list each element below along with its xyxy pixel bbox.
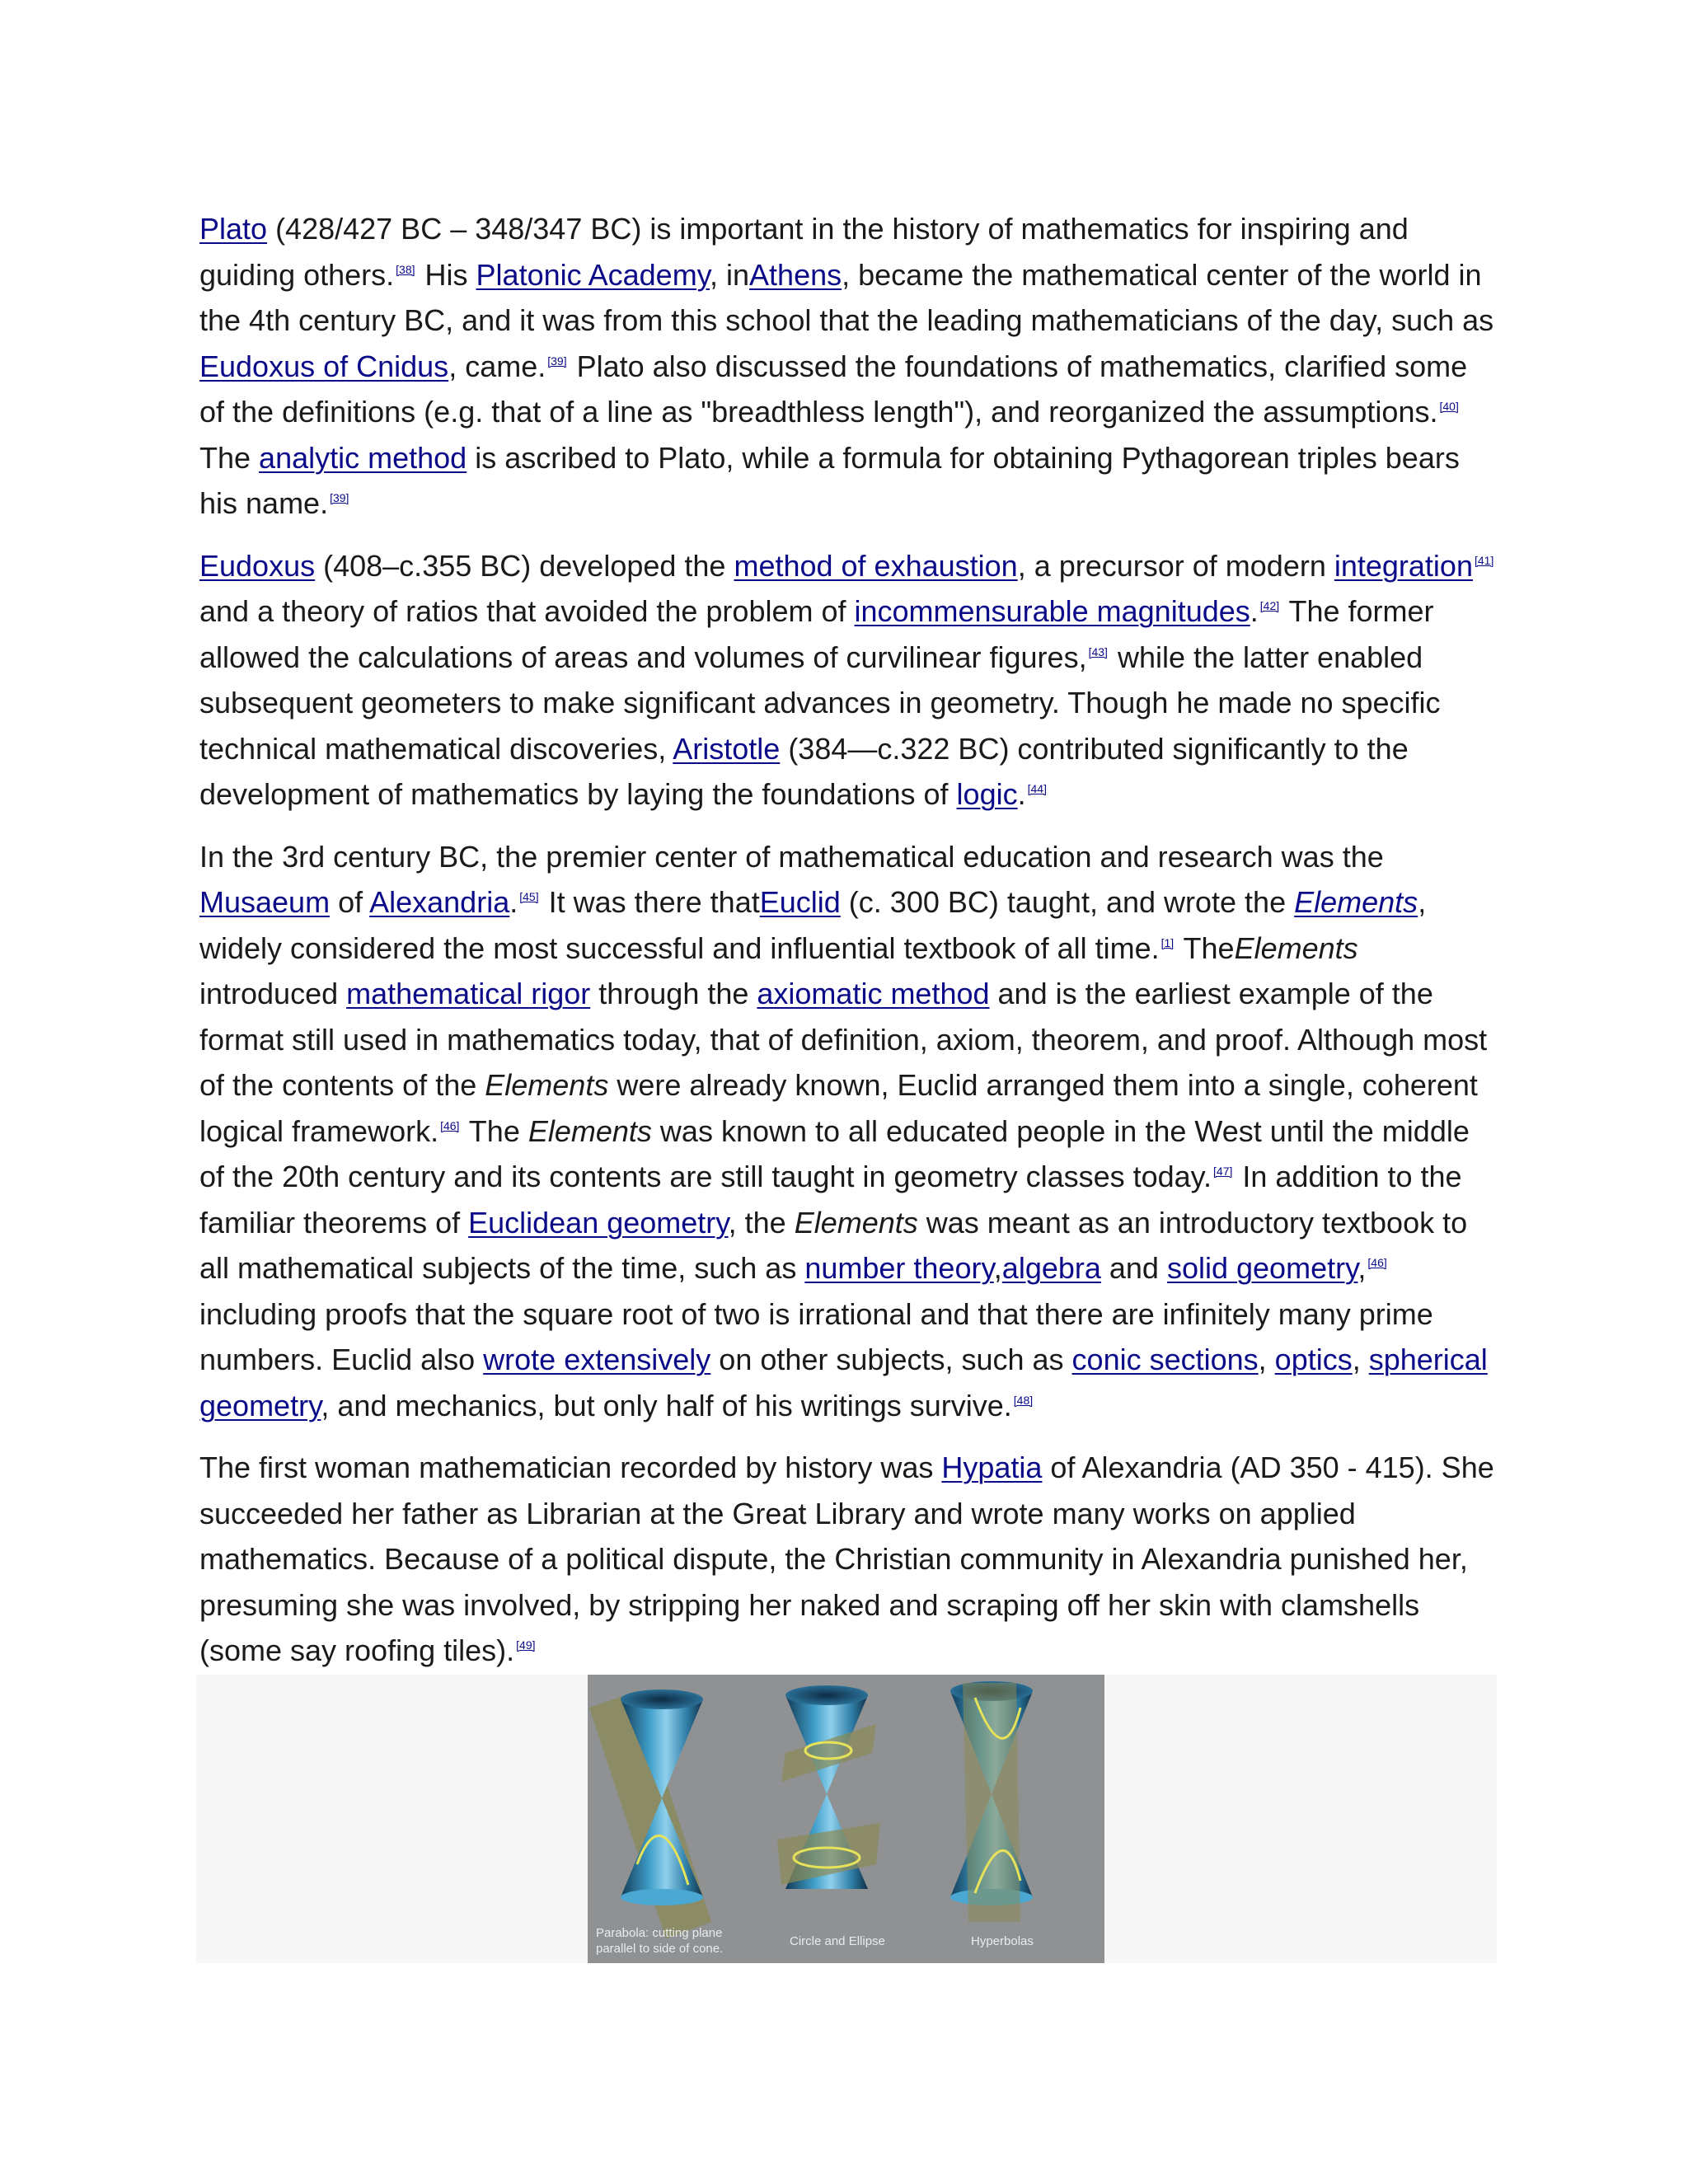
text: and a theory of ratios that avoided the problem of: [199, 594, 855, 628]
link-integration[interactable]: integration: [1334, 548, 1473, 583]
link-axiomatic-method[interactable]: axiomatic method: [757, 977, 990, 1010]
text: on other subjects, such as: [710, 1343, 1072, 1376]
italic-elements: Elements: [794, 1205, 918, 1240]
link-analytic-method[interactable]: analytic method: [259, 440, 467, 475]
text: (c. 300 BC) taught, and wrote the: [840, 885, 1295, 919]
text: , the: [728, 1205, 795, 1240]
paragraph-euclid: [199, 834, 1498, 1429]
text: , a precursor of modern: [1017, 548, 1334, 583]
citation-47[interactable]: [1213, 1165, 1232, 1178]
citation-45[interactable]: [519, 890, 538, 903]
link-method-of-exhaustion[interactable]: method of exhaustion: [734, 548, 1018, 583]
link-platonic-academy[interactable]: Platonic Academy: [476, 257, 710, 292]
citation-38[interactable]: [396, 263, 415, 276]
article-body: [199, 206, 1498, 1690]
text: while the latter enabled subsequent geometers to make significant advances in geometry. Though he made no specific technical mathematical discoveries,: [199, 640, 1441, 766]
citation-48[interactable]: [1014, 1394, 1033, 1407]
citation-39[interactable]: [547, 354, 566, 368]
link-euclid[interactable]: Euclid: [759, 885, 841, 919]
link-elements[interactable]: Elements: [1294, 885, 1418, 919]
text: In the 3rd century BC, the premier center of mathematical education and research was the: [199, 839, 1384, 874]
link-hypatia[interactable]: Hypatia: [941, 1451, 1043, 1484]
link-athens[interactable]: Athens: [749, 257, 842, 292]
text: ,: [1258, 1343, 1275, 1376]
text: ,: [993, 1251, 1002, 1285]
citation-link[interactable]: [47]: [1213, 1165, 1233, 1178]
link-aristotle[interactable]: Aristotle: [673, 731, 781, 766]
link-solid-geometry[interactable]: solid geometry: [1166, 1251, 1358, 1285]
text: In addition to the familiar theorems of: [199, 1160, 1462, 1240]
citation-39-b[interactable]: [330, 491, 349, 504]
link-mathematical-rigor[interactable]: mathematical rigor: [346, 977, 591, 1010]
citation-link[interactable]: [48]: [1013, 1393, 1034, 1407]
text: , became the mathematical center of the world in the 4th century BC, and it was from this school that the leading mathematicians of the day, such as: [199, 257, 1494, 337]
text: was meant as an introductory textbook to all mathematical subjects of the time, such as: [199, 1205, 1468, 1285]
text: were already known, Euclid arranged them into a single, coherent logical framework.: [199, 1068, 1478, 1148]
text: The: [1175, 930, 1235, 965]
text: The former allowed the calculations of areas and volumes of curvilinear figures,: [199, 594, 1434, 674]
italic-elements: Elements: [485, 1068, 609, 1102]
text: , came.: [448, 349, 546, 383]
link-musaeum[interactable]: Musaeum: [199, 885, 331, 919]
citation-link[interactable]: [1]: [1160, 935, 1175, 949]
link-euclidean-geometry[interactable]: Euclidean geometry: [468, 1205, 729, 1240]
text: His: [416, 257, 476, 292]
citation-42[interactable]: [1260, 599, 1279, 612]
citation-link[interactable]: [41]: [1474, 553, 1494, 567]
text: (428/427 BC – 348/347 BC) is important in the history of mathematics for inspiring and guiding others.: [199, 212, 1409, 292]
citation-link[interactable]: [42]: [1259, 599, 1280, 612]
citation-49[interactable]: [516, 1638, 535, 1652]
citation-46-b[interactable]: [1367, 1256, 1386, 1269]
text: The: [199, 440, 260, 475]
text: , and mechanics, but only half of his writings survive.: [321, 1388, 1012, 1422]
link-conic-sections[interactable]: conic sections: [1071, 1343, 1259, 1376]
link-eudoxus[interactable]: Eudoxus: [199, 548, 316, 583]
citation-link[interactable]: [39]: [330, 491, 349, 504]
text: through the: [590, 977, 757, 1010]
paragraph-eudoxus: [199, 543, 1498, 818]
text: .: [1017, 777, 1026, 811]
link-number-theory[interactable]: number theory: [804, 1251, 994, 1285]
caption-parabola-line-1: Parabola: cutting plane: [596, 1926, 723, 1940]
link-eudoxus-of-cnidus[interactable]: Eudoxus of Cnidus: [199, 349, 449, 383]
text: of Alexandria (AD 350 - 415). She succeeded her father as Librarian at the Great Library and wrote many works on applied mathematics. Because of a political dispute, the Christian community in Alexandria punished her, presuming she was involved, by stripping her naked and scraping off her skin with clamshells (some say roofing tiles).: [199, 1451, 1494, 1667]
link-logic[interactable]: logic: [956, 777, 1018, 811]
text: .: [509, 885, 518, 919]
text: It was there that: [540, 885, 760, 919]
citation-46[interactable]: [440, 1119, 459, 1132]
text: of: [330, 885, 370, 919]
citation-40[interactable]: [1439, 400, 1458, 413]
link-wrote-extensively[interactable]: wrote extensively: [483, 1343, 711, 1376]
link-alexandria[interactable]: Alexandria: [369, 885, 510, 919]
text: and: [1100, 1251, 1167, 1285]
link-optics[interactable]: optics: [1274, 1343, 1353, 1376]
text: is ascribed to Plato, while a formula for obtaining Pythagorean triples bears his name.: [199, 440, 1460, 520]
citation-link[interactable]: [39]: [547, 354, 567, 368]
text: introduced: [199, 977, 347, 1010]
caption-parabola-line-2: parallel to side of cone.: [596, 1942, 724, 1956]
citation-41[interactable]: [1475, 554, 1493, 567]
citation-43[interactable]: [1089, 645, 1108, 658]
paragraph-hypatia: [199, 1445, 1498, 1674]
caption-circle-ellipse: Circle and Ellipse: [790, 1934, 885, 1948]
text: , in: [710, 257, 750, 292]
caption-hyperbolas: Hyperbolas: [971, 1934, 1034, 1948]
citation-link[interactable]: [46]: [440, 1118, 460, 1132]
text: and is the earliest example of the format still used in mathematics today, that of definition, axiom, theorem, and proof. Although most of the contents of the: [199, 977, 1488, 1102]
hyperbola-cone: [950, 1681, 1033, 1922]
link-plato[interactable]: Plato: [199, 212, 268, 246]
text: ,: [1357, 1251, 1367, 1285]
circle-ellipse-cone: [777, 1685, 880, 1889]
citation-link[interactable]: [49]: [516, 1638, 536, 1652]
citation-link[interactable]: [40]: [1439, 400, 1459, 413]
italic-elements: Elements: [1234, 930, 1358, 965]
citation-44[interactable]: [1028, 782, 1047, 795]
link-algebra[interactable]: algebra: [1001, 1251, 1101, 1285]
conic-sections-figure: [588, 1675, 1104, 1963]
text: , widely considered the most successful and influential textbook of all time.: [199, 885, 1427, 965]
link-incommensurable-magnitudes[interactable]: incommensurable magnitudes: [854, 594, 1250, 628]
paragraph-plato: [199, 206, 1498, 527]
citation-link[interactable]: [38]: [396, 262, 415, 276]
citation-link[interactable]: [46]: [1367, 1256, 1387, 1269]
text: Plato also discussed the foundations of mathematics, clarified some of the definitions (e.g. that of a line as "breadthless length"), and reorganized the assumptions.: [199, 349, 1468, 429]
text: ,: [1352, 1343, 1369, 1376]
text: The: [461, 1113, 528, 1148]
citation-1[interactable]: [1161, 936, 1175, 949]
italic-elements: Elements: [528, 1113, 652, 1148]
text: (384—c.322 BC) contributed significantly to the development of mathematics by laying the foundations of: [199, 731, 1409, 811]
text: .: [1250, 594, 1259, 628]
citation-link[interactable]: [44]: [1027, 782, 1047, 795]
link-spherical-geometry[interactable]: spherical geometry: [199, 1343, 1488, 1422]
text: was known to all educated people in the West until the middle of the 20th century and its contents are still taught in geometry classes today.: [199, 1113, 1470, 1193]
text: The first woman mathematician recorded by history was: [199, 1451, 942, 1484]
citation-link[interactable]: [43]: [1088, 644, 1108, 658]
text: (408–c.355 BC) developed the: [315, 548, 734, 583]
text: including proofs that the square root of two is irrational and that there are infinitely many prime numbers. Euclid also: [199, 1296, 1433, 1376]
conic-sections-illustration: [588, 1675, 1104, 1963]
parabola-cone: [589, 1690, 711, 1938]
citation-link[interactable]: [45]: [519, 890, 539, 903]
